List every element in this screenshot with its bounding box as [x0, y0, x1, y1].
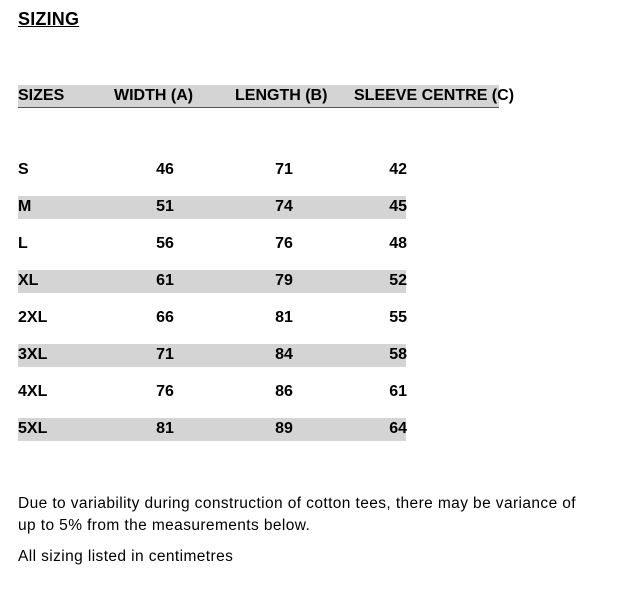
size-cell: L	[18, 235, 28, 252]
table-row	[18, 159, 406, 182]
column-header-width: WIDTH (A)	[114, 87, 194, 104]
length-cell: 81	[275, 309, 293, 326]
sleeve-cell: 45	[389, 198, 407, 215]
width-cell: 46	[156, 161, 174, 178]
width-cell: 61	[156, 272, 174, 289]
sleeve-cell: 61	[389, 383, 407, 400]
width-cell: 66	[156, 309, 174, 326]
length-cell: 84	[275, 346, 293, 363]
table-row	[18, 233, 406, 256]
table-header	[18, 85, 515, 108]
column-header-length: LENGTH (B)	[235, 87, 328, 104]
table-row	[18, 270, 406, 293]
width-cell: 81	[156, 420, 174, 437]
width-cell: 56	[156, 235, 174, 252]
table-row	[18, 344, 406, 367]
length-cell: 76	[275, 235, 293, 252]
length-cell: 89	[275, 420, 293, 437]
table-row	[18, 418, 406, 441]
table-row	[18, 307, 406, 330]
sleeve-cell: 64	[389, 420, 407, 437]
size-cell: 5XL	[18, 420, 48, 437]
sleeve-cell: 55	[389, 309, 407, 326]
length-cell: 71	[275, 161, 293, 178]
column-header-sizes: SIZES	[18, 87, 65, 104]
width-cell: 76	[156, 383, 174, 400]
sleeve-cell: 58	[389, 346, 407, 363]
length-cell: 86	[275, 383, 293, 400]
width-cell: 71	[156, 346, 174, 363]
sleeve-cell: 42	[389, 161, 407, 178]
size-cell: XL	[18, 272, 39, 289]
size-cell: 4XL	[18, 383, 48, 400]
size-cell: 3XL	[18, 346, 48, 363]
sleeve-cell: 48	[389, 235, 407, 252]
size-cell: S	[18, 161, 29, 178]
sleeve-cell: 52	[389, 272, 407, 289]
size-cell: M	[18, 198, 32, 215]
variance-note: Due to variability during construction of cotton tees, there may be variance of up to 5% from the measurements below.	[18, 495, 577, 534]
units-note: All sizing listed in centimetres	[18, 548, 234, 565]
width-cell: 51	[156, 198, 174, 215]
size-cell: 2XL	[18, 309, 48, 326]
size-table	[18, 159, 406, 455]
length-cell: 74	[275, 198, 293, 215]
table-row	[18, 196, 406, 219]
column-header-sleeve: SLEEVE CENTRE (C)	[354, 87, 515, 104]
table-row	[18, 381, 406, 404]
page-title: SIZING	[18, 9, 80, 29]
length-cell: 79	[275, 272, 293, 289]
